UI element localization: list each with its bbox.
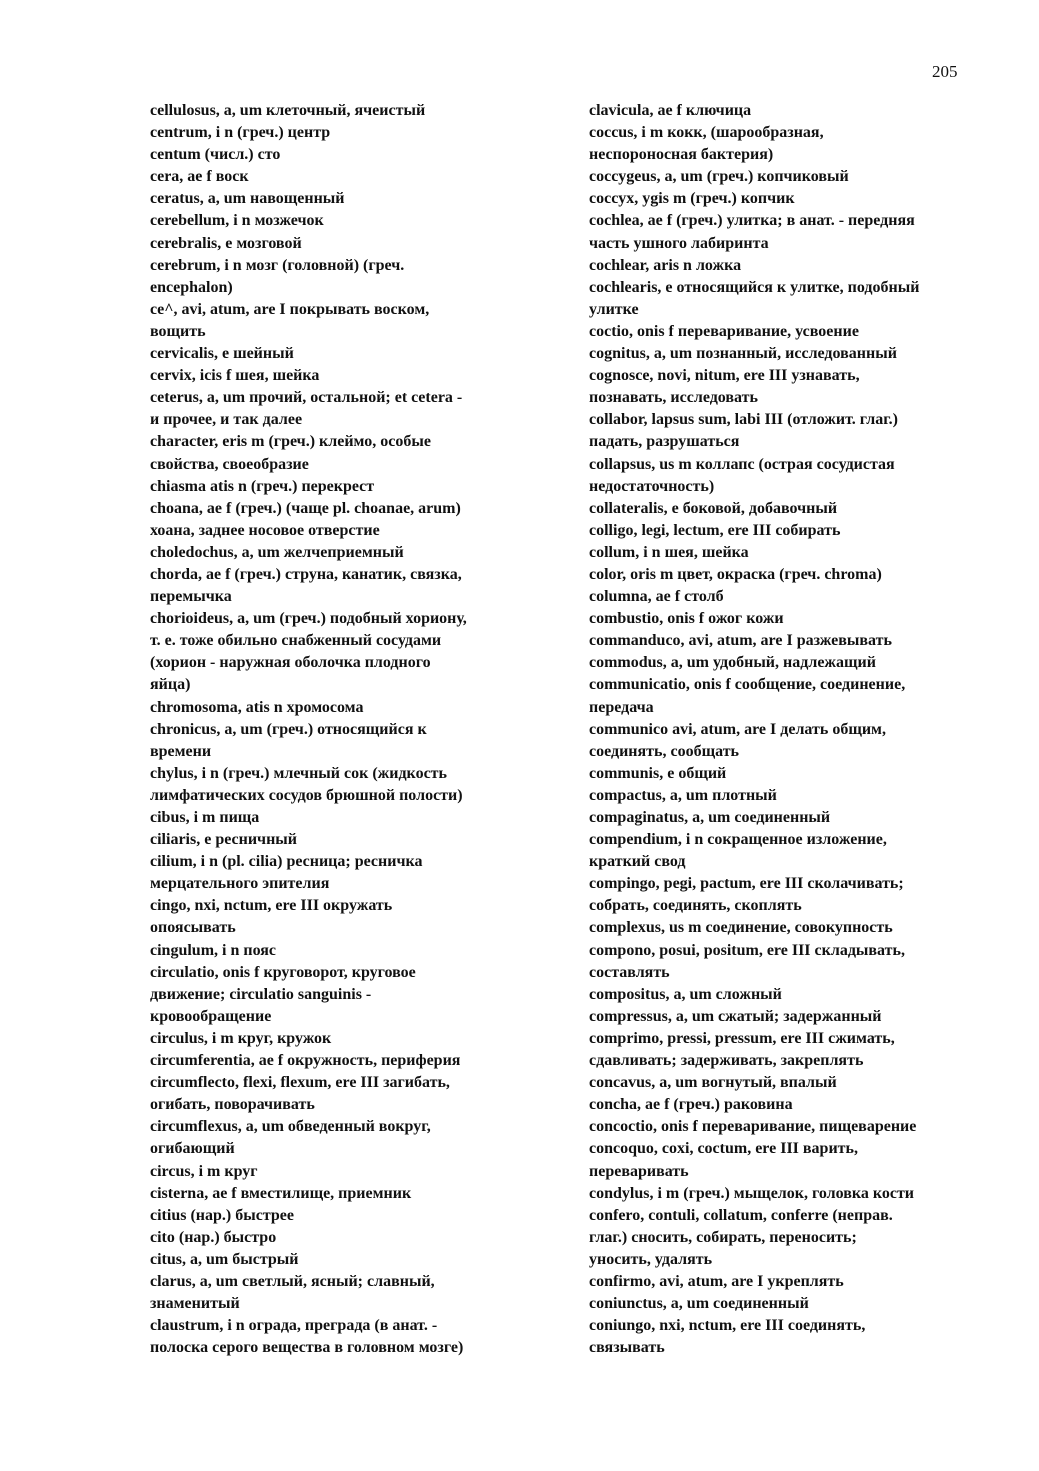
entry-headline: coctio, onis f переваривание, усвоение bbox=[589, 322, 859, 340]
dictionary-entry bbox=[150, 299, 570, 343]
entry-continuation: полоска серого вещества в головном мозге) bbox=[150, 1339, 464, 1357]
entry-headline: ceratus, a, um навощенный bbox=[150, 190, 345, 208]
entry-headline: commanduco, avi, atum, are I разжевывать bbox=[589, 632, 892, 650]
dictionary-entry bbox=[589, 1138, 1009, 1182]
dictionary-entry bbox=[150, 100, 570, 122]
entry-headline: coccus, i m кокк, (шарообразная, bbox=[589, 124, 824, 142]
entry-continuation: краткий свод bbox=[589, 853, 686, 871]
entry-headline: cera, ae f воск bbox=[150, 168, 249, 186]
entry-continuation: и прочее, и так далее bbox=[150, 411, 303, 429]
entry-headline: citus, a, um быстрый bbox=[150, 1250, 299, 1268]
entry-headline: commodus, a, um удобный, надлежащий bbox=[589, 654, 876, 672]
dictionary-entry bbox=[589, 608, 1009, 630]
entry-headline: cervicalis, e шейный bbox=[150, 345, 294, 363]
entry-continuation: уносить, удалять bbox=[589, 1250, 713, 1268]
entry-continuation: падать, разрушаться bbox=[589, 433, 740, 451]
entry-headline: concoquo, coxi, coctum, ere III варить, bbox=[589, 1140, 858, 1158]
entry-headline: ciliaris, e ресничный bbox=[150, 831, 297, 849]
entry-headline: concoctio, onis f переваривание, пищеварение bbox=[589, 1118, 917, 1136]
entry-continuation: познавать, исследовать bbox=[589, 389, 758, 407]
entry-headline: cognosce, novi, nitum, ere III узнавать, bbox=[589, 367, 860, 385]
entry-headline: compingo, pegi, pactum, ere III сколачивать; bbox=[589, 875, 904, 893]
dictionary-entry bbox=[589, 1271, 1009, 1293]
entry-headline: centum (числ.) сто bbox=[150, 146, 281, 164]
dictionary-entry bbox=[589, 873, 1009, 917]
entry-headline: circumflecto, flexi, flexum, ere III загибать, bbox=[150, 1074, 450, 1092]
page-number: 205 bbox=[932, 62, 958, 81]
dictionary-entry bbox=[589, 1116, 1009, 1138]
entry-headline: communicatio, onis f сообщение, соединение, bbox=[589, 676, 906, 694]
dictionary-entry bbox=[150, 1249, 570, 1271]
dictionary-entry bbox=[589, 1293, 1009, 1315]
entry-continuation: знаменитый bbox=[150, 1295, 240, 1313]
dictionary-entry bbox=[150, 719, 570, 763]
entry-headline: compressus, a, um сжатый; задержанный bbox=[589, 1007, 882, 1025]
entry-headline: compono, posui, positum, ere III складывать, bbox=[589, 941, 905, 959]
entry-continuation: вощить bbox=[150, 322, 206, 340]
dictionary-entry bbox=[589, 498, 1009, 520]
entry-continuation: (хорион - наружная оболочка плодного bbox=[150, 654, 431, 672]
entry-headline: clarus, a, um светлый, ясный; славный, bbox=[150, 1272, 435, 1290]
entry-headline: coniungo, nxi, nctum, ere III соединять, bbox=[589, 1317, 866, 1335]
entry-continuation: неспороносная бактерия) bbox=[589, 146, 774, 164]
entry-headline: cingulum, i n пояс bbox=[150, 941, 277, 959]
entry-continuation: переваривать bbox=[589, 1162, 689, 1180]
dictionary-entry bbox=[589, 763, 1009, 785]
dictionary-entry bbox=[589, 188, 1009, 210]
dictionary-entry bbox=[589, 365, 1009, 409]
dictionary-entry bbox=[150, 166, 570, 188]
dictionary-entry bbox=[589, 542, 1009, 564]
dictionary-entry bbox=[150, 188, 570, 210]
entry-headline: cochlea, ae f (греч.) улитка; в анат. - передняя bbox=[589, 212, 915, 230]
entry-continuation: глаг.) сносить, собирать, переносить; bbox=[589, 1228, 857, 1246]
entry-continuation: часть ушного лабиринта bbox=[589, 234, 769, 252]
dictionary-entry bbox=[589, 1205, 1009, 1271]
entry-headline: circumferentia, ae f окружность, периферия bbox=[150, 1052, 461, 1070]
entry-headline: cerebellum, i n мозжечок bbox=[150, 212, 324, 230]
entry-continuation: encephalon) bbox=[150, 278, 233, 296]
entry-headline: collabor, lapsus sum, labi III (отложит. глаг.) bbox=[589, 411, 898, 429]
entry-headline: color, oris m цвет, окраска (греч. chroma) bbox=[589, 565, 882, 583]
entry-continuation: яйца) bbox=[150, 676, 191, 694]
entry-headline: chronicus, a, um (греч.) относящийся к bbox=[150, 720, 427, 738]
entry-headline: comprimo, pressi, pressum, ere III сжимать, bbox=[589, 1029, 895, 1047]
dictionary-entry bbox=[589, 122, 1009, 166]
dictionary-entry bbox=[589, 520, 1009, 542]
entry-continuation: передача bbox=[589, 698, 654, 716]
entry-headline: claustrum, i n ограда, преграда (в анат. - bbox=[150, 1317, 438, 1335]
entry-headline: chorioideus, a, um (греч.) подобный хориону, bbox=[150, 610, 467, 628]
entry-continuation: хоана, заднее носовое отверстие bbox=[150, 521, 380, 539]
dictionary-entry bbox=[589, 1094, 1009, 1116]
entry-headline: chorda, ae f (греч.) струна, канатик, связка, bbox=[150, 565, 462, 583]
entry-headline: chylus, i n (греч.) млечный сок (жидкость bbox=[150, 764, 447, 782]
entry-headline: compactus, a, um плотный bbox=[589, 786, 777, 804]
dictionary-entry bbox=[150, 387, 570, 431]
entry-headline: chromosoma, atis n хромосома bbox=[150, 698, 364, 716]
entry-headline: cochlearis, e относящийся к улитке, подобный bbox=[589, 278, 920, 296]
dictionary-entry bbox=[150, 1072, 570, 1116]
dictionary-entry bbox=[589, 1006, 1009, 1028]
entry-continuation: сдавливать; задерживать, закреплять bbox=[589, 1052, 864, 1070]
entry-headline: cellulosus, a, um клеточный, ячеистый bbox=[150, 102, 426, 119]
dictionary-entry bbox=[589, 409, 1009, 453]
entry-continuation: недостаточность) bbox=[589, 477, 715, 495]
dictionary-entry bbox=[150, 1183, 570, 1205]
entry-headline: cervix, icis f шея, шейка bbox=[150, 367, 320, 385]
dictionary-entry bbox=[589, 1315, 1009, 1359]
dictionary-entry bbox=[589, 166, 1009, 188]
entry-continuation: т. е. тоже обильно снабженный сосудами bbox=[150, 632, 442, 650]
dictionary-entry bbox=[589, 1183, 1009, 1205]
dictionary-entry bbox=[589, 255, 1009, 277]
entry-headline: condylus, i m (греч.) мыщелок, головка кости bbox=[589, 1184, 915, 1202]
entry-headline: cochlear, aris n ложка bbox=[589, 256, 742, 274]
dictionary-entry bbox=[589, 343, 1009, 365]
entry-headline: concavus, a, um вогнутый, впалый bbox=[589, 1074, 837, 1092]
entry-continuation: перемычка bbox=[150, 588, 232, 606]
entry-headline: choana, ae f (греч.) (чаще pl. choanae, arum) bbox=[150, 499, 461, 517]
entry-headline: confirmo, avi, atum, are I укреплять bbox=[589, 1272, 844, 1290]
dictionary-entry bbox=[150, 962, 570, 1028]
entry-headline: compositus, a, um сложный bbox=[589, 985, 782, 1003]
dictionary-entry bbox=[150, 1271, 570, 1315]
dictionary-entry bbox=[589, 564, 1009, 586]
entry-headline: choledochus, a, um желчеприемный bbox=[150, 543, 404, 561]
dictionary-entry bbox=[589, 321, 1009, 343]
entry-headline: centrum, i n (греч.) центр bbox=[150, 124, 331, 142]
dictionary-entry bbox=[150, 1028, 570, 1050]
entry-headline: circumflexus, a, um обведенный вокруг, bbox=[150, 1118, 431, 1136]
entry-headline: collapsus, us m коллапс (острая сосудистая bbox=[589, 455, 895, 473]
dictionary-entry bbox=[150, 498, 570, 542]
entry-headline: cingo, nxi, nctum, ere III окружать bbox=[150, 897, 393, 915]
entry-headline: colligo, legi, lectum, ere III собирать bbox=[589, 521, 841, 539]
dictionary-entry bbox=[150, 895, 570, 939]
entry-continuation: кровообращение bbox=[150, 1007, 272, 1025]
entry-headline: columna, ae f столб bbox=[589, 588, 724, 606]
entry-headline: combustio, onis f ожог кожи bbox=[589, 610, 784, 628]
dictionary-entry bbox=[150, 608, 570, 696]
entry-headline: cibus, i m пища bbox=[150, 809, 260, 826]
dictionary-entry bbox=[150, 233, 570, 255]
entry-headline: character, eris m (греч.) клеймо, особые bbox=[150, 433, 431, 451]
entry-continuation: улитке bbox=[589, 300, 639, 318]
entry-headline: coccyx, ygis m (греч.) копчик bbox=[589, 190, 795, 208]
entry-headline: concha, ae f (греч.) раковина bbox=[589, 1096, 793, 1114]
dictionary-entry bbox=[150, 564, 570, 608]
dictionary-entry bbox=[150, 343, 570, 365]
entry-headline: collateralis, e боковой, добавочный bbox=[589, 499, 838, 517]
dictionary-entry bbox=[150, 542, 570, 564]
dictionary-entry bbox=[589, 917, 1009, 939]
dictionary-entry bbox=[589, 277, 1009, 321]
dictionary-entry bbox=[150, 697, 570, 719]
entry-headline: circulus, i m круг, кружок bbox=[150, 1029, 332, 1047]
entry-headline: ce^, avi, atum, are I покрывать воском, bbox=[150, 300, 430, 318]
entry-continuation: свойства, своеобразие bbox=[150, 455, 309, 473]
entry-headline: cerebrum, i n мозг (головной) (греч. bbox=[150, 256, 405, 274]
entry-headline: cisterna, ae f вместилище, приемник bbox=[150, 1184, 412, 1202]
entry-headline: communis, e общий bbox=[589, 764, 727, 782]
entry-headline: chiasma atis n (греч.) перекрест bbox=[150, 477, 375, 495]
dictionary-entry bbox=[150, 122, 570, 144]
dictionary-entry bbox=[589, 454, 1009, 498]
dictionary-entry bbox=[589, 1028, 1009, 1072]
dictionary-entry bbox=[150, 1227, 570, 1249]
entry-headline: complexus, us m соединение, совокупность bbox=[589, 919, 893, 937]
entry-continuation: движение; circulatio sanguinis - bbox=[150, 985, 372, 1003]
entry-headline: cerebralis, e мозговой bbox=[150, 234, 302, 252]
dictionary-entry bbox=[150, 365, 570, 387]
entry-continuation: связывать bbox=[589, 1339, 665, 1357]
right-column bbox=[589, 100, 1009, 1359]
entry-headline: collum, i n шея, шейка bbox=[589, 543, 749, 561]
dictionary-entry bbox=[150, 431, 570, 475]
dictionary-entry bbox=[589, 586, 1009, 608]
dictionary-entry bbox=[589, 630, 1009, 652]
dictionary-entry bbox=[589, 807, 1009, 829]
dictionary-entry bbox=[150, 144, 570, 166]
entry-continuation: лимфатических сосудов брюшной полости) bbox=[150, 786, 463, 804]
entry-headline: compaginatus, a, um соединенный bbox=[589, 809, 831, 826]
dictionary-entry bbox=[150, 1116, 570, 1160]
entry-continuation: времени bbox=[150, 742, 212, 760]
dictionary-entry bbox=[150, 1050, 570, 1072]
dictionary-entry bbox=[150, 851, 570, 895]
dictionary-entry bbox=[150, 829, 570, 851]
dictionary-entry bbox=[589, 210, 1009, 254]
entry-headline: cito (нар.) быстро bbox=[150, 1228, 277, 1246]
dictionary-entry bbox=[150, 476, 570, 498]
left-column bbox=[150, 100, 570, 1359]
entry-continuation: огибающий bbox=[150, 1140, 235, 1158]
dictionary-entry bbox=[150, 1161, 570, 1183]
dictionary-entry bbox=[150, 807, 570, 829]
dictionary-entry bbox=[589, 829, 1009, 873]
entry-headline: communico avi, atum, are I делать общим, bbox=[589, 720, 886, 738]
entry-headline: clavicula, ae f ключица bbox=[589, 102, 752, 119]
dictionary-entry bbox=[150, 210, 570, 232]
entry-continuation: огибать, поворачивать bbox=[150, 1096, 315, 1114]
entry-headline: cognitus, a, um познанный, исследованный bbox=[589, 345, 897, 363]
dictionary-entry bbox=[589, 719, 1009, 763]
entry-headline: ceterus, a, um прочий, остальной; et cetera - bbox=[150, 389, 463, 407]
entry-headline: circulatio, onis f круговорот, круговое bbox=[150, 963, 416, 981]
dictionary-entry bbox=[150, 763, 570, 807]
dictionary-entry bbox=[589, 100, 1009, 122]
entry-headline: cilium, i n (pl. cilia) ресница; ресничка bbox=[150, 853, 423, 871]
dictionary-entry bbox=[589, 785, 1009, 807]
entry-continuation: мерцательного эпителия bbox=[150, 875, 330, 893]
entry-headline: compendium, i n сокращенное изложение, bbox=[589, 831, 887, 849]
entry-continuation: опоясывать bbox=[150, 919, 236, 937]
entry-headline: coniunctus, a, um соединенный bbox=[589, 1295, 809, 1313]
entry-headline: citius (нар.) быстрее bbox=[150, 1206, 294, 1224]
entry-headline: confero, contuli, collatum, conferre (неправ. bbox=[589, 1206, 893, 1224]
dictionary-entry bbox=[150, 1315, 570, 1359]
dictionary-entry bbox=[150, 940, 570, 962]
dictionary-entry bbox=[589, 652, 1009, 674]
entry-headline: circus, i m круг bbox=[150, 1162, 258, 1180]
dictionary-entry bbox=[150, 255, 570, 299]
dictionary-entry bbox=[589, 984, 1009, 1006]
entry-headline: coccygeus, a, um (греч.) копчиковый bbox=[589, 168, 849, 186]
entry-continuation: составлять bbox=[589, 963, 670, 981]
dictionary-entry bbox=[150, 1205, 570, 1227]
dictionary-entry bbox=[589, 940, 1009, 984]
entry-continuation: соединять, сообщать bbox=[589, 742, 740, 760]
dictionary-entry bbox=[589, 1072, 1009, 1094]
entry-continuation: собрать, соединять, скоплять bbox=[589, 897, 802, 915]
dictionary-entry bbox=[589, 674, 1009, 718]
